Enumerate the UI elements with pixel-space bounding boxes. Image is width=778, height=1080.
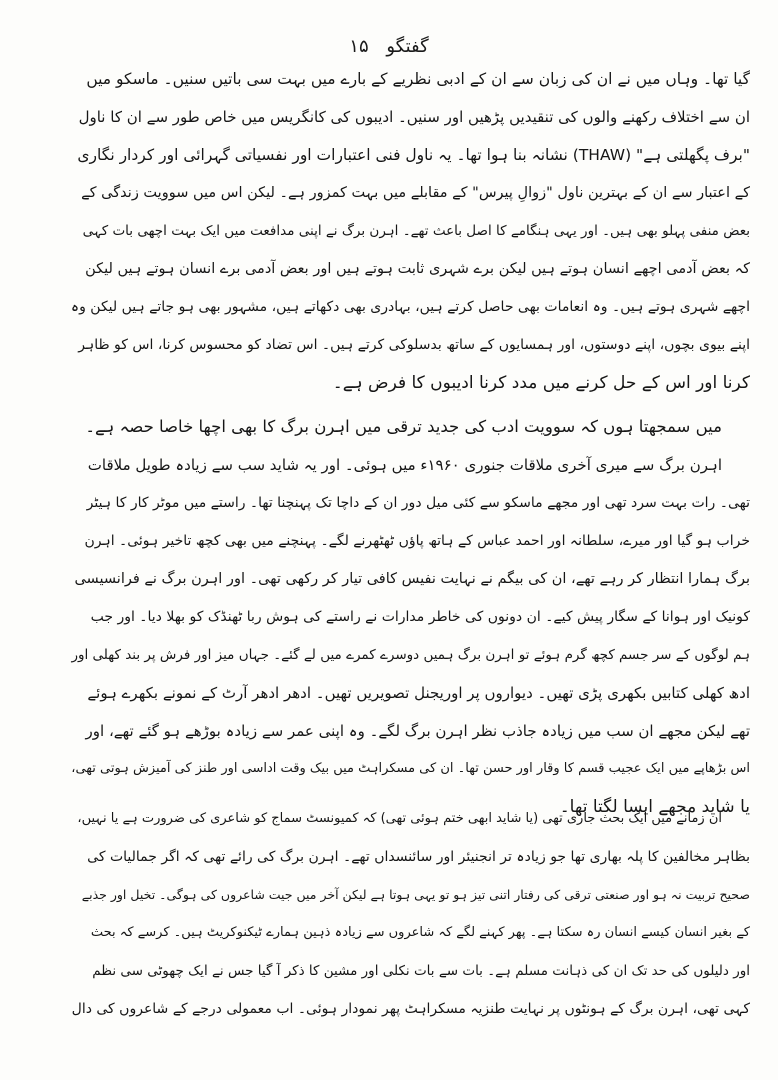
text-line: کے اعتبار سے ان کے بہترین ناول "زوالِ پیرس" کے مقابلے میں بہت کمزور ہے۔ لیکن اس میں سوویت زندگی کے	[81, 185, 750, 201]
text-line: کہ بعض آدمی اچھے انسان ہوتے ہیں لیکن برے شہری ثابت ہوتے ہیں اور بعض آدمی برے انسان ہوتے ہیں لیکن	[85, 261, 750, 277]
text-line: اچھے شہری ہوتے ہیں۔ وہ انعامات بھی حاصل کرتے ہیں، بہادری بھی دکھاتے ہیں، مشہور بھی ہو جاتے ہیں لیکن وہ	[70, 299, 750, 315]
page-header	[0, 36, 778, 57]
text-line: اہرن برگ سے میری آخری ملاقات جنوری ۱۹۶۰ء میں ہوئی۔ اور یہ شاید سب سے زیادہ طویل ملاقات	[87, 456, 722, 474]
page-number: ۱۵	[349, 36, 369, 57]
paragraph-3	[70, 800, 750, 1028]
text-line: ہم لوگوں کے سر جسم کچھ گرم ہوئے تو اہرن برگ ہمیں دوسرے کمرے میں لے گئے۔ جہاں میز اور فرش پر بند کھلی اور	[71, 647, 750, 663]
text-line: تھی۔ رات بہت سرد تھی اور مجھے ماسکو سے کئی میل دور ان کے داچا تک پہنچنا تھا۔ راستے میں موٹر کار کا ہیٹر	[86, 495, 750, 511]
text-line: ان سے اختلاف رکھنے والوں کی تنقیدیں پڑھیں اور سنیں۔ ادیبوں کی کانگریس میں خاص طور سے ان کا ناول	[78, 108, 750, 126]
text-line: "برف پگھلتی ہے" (THAW) نشانہ بنا ہوا تھا۔ یہ ناول فنی اعتبارات اور نفسیاتی گہرائی اور کردار نگاری	[77, 146, 750, 164]
text-line: کہی تھی، اہرن برگ کے ہونٹوں پر نہایت طنزیہ مسکراہٹ پھر نمودار ہوئی۔ اب معمولی درجے کے شاعروں کی دال	[71, 1001, 750, 1017]
text-line: برگ ہمارا انتظار کر رہے تھے، ان کی بیگم نے نہایت نفیس کافی تیار کر رکھی تھی۔ اور اہرن برگ نے فرانسیسی	[74, 571, 750, 587]
text-line: میں سمجھتا ہوں کہ سوویت ادب کی جدید ترقی میں اہرن برگ کا بھی اچھا خاصا حصہ ہے۔	[85, 417, 722, 436]
text-line: یا شاید مجھے ایسا لگتا تھا۔	[559, 797, 750, 817]
text-line: اور دلیلوں کی حد تک ان کی ذہانت مسلم ہے۔ بات سے بات نکلی اور مشین کا ذکر آ گیا جس نے ایک چھوٹی سی نظم	[92, 963, 750, 979]
text-line: خراب ہو گیا اور میرے، سلطانہ اور احمد عباس کے ہاتھ پاؤں ٹھٹھرنے لگے۔ پہنچنے میں بھی کچھ تاخیر ہوئی۔ اہرن	[84, 533, 750, 549]
text-line: بظاہر مخالفین کا پلہ بھاری تھا جو زیادہ تر انجنیئر اور سائنسداں تھے۔ اہرن برگ کی رائے تھی کہ اگر جمالیات کی	[87, 849, 750, 865]
text-line: گیا تھا۔ وہاں میں نے ان کی زبان سے ان کے ادبی نظریے کے بارے میں بہت سی باتیں سنیں۔ ماسکو میں	[86, 70, 750, 88]
text-line: ان زمانے میں ایک بحث جاری تھی (یا شاید ابھی ختم ہوئی تھی) کہ کمیونسٹ سماج کو شاعری کی ضرورت ہے یا نہیں،	[77, 811, 722, 826]
text-line: ادھ کھلی کتابیں بکھری پڑی تھیں۔ دیواروں پر اوریجنل تصویریں تھیں۔ ادھر ادھر آرٹ کے نمونے بکھرے ہوئے	[87, 684, 750, 702]
text-line: کرنا اور اس کے حل کرنے میں مدد کرنا ادیبوں کا فرض ہے۔	[332, 373, 750, 393]
text-line: اس بڑھاپے میں ایک عجیب قسم کا وقار اور حسن تھا۔ ان کی مسکراہٹ میں بیک وقت اداسی اور طنز کی آمیزش ہوتی تھی،	[71, 761, 750, 776]
header-title: گفتگو	[386, 36, 429, 57]
text-line: کے بغیر انسان کیسے انسان رہ سکتا ہے۔ پھر کہنے لگے کہ شاعروں سے زیادہ ذہین ہمارے ٹیکنوکریٹ ہیں۔ کرسے کہ بحث	[90, 925, 750, 940]
paragraph-1	[70, 60, 750, 402]
text-line: تھے لیکن مجھے ان سب میں زیادہ جاذب نظر اہرن برگ لگے۔ وہ اپنی عمر سے زیادہ بوڑھے ہو گئے تھے، اور	[85, 722, 750, 740]
text-line: کونیک اور ہوانا کے سگار پیش کیے۔ ان دونوں کی خاطر مدارات نے راستے کی ہوش ربا ٹھنڈک کو بھلا دیا۔ اور جب	[90, 609, 750, 625]
text-line: بعض منفی پہلو بھی ہیں۔ اور یہی ہنگامے کا اصل باعث تھے۔ اہرن برگ نے اپنی مدافعت میں ایک بہت اچھی بات کہی	[82, 223, 750, 239]
text-line: اپنے بیوی بچوں، اپنے دوستوں، اور ہمسایوں کے ساتھ بدسلوکی کرتے ہیں۔ اس تضاد کو محسوس کرنا، اس کو ظاہر	[78, 337, 750, 353]
text-line: صحیح تربیت نہ ہو اور صنعتی ترقی کی رفتار اتنی تیز ہو تو یہی ہوتا ہے لیکن آخر میں جیت شاعروں کی ہوگی۔ تخیل اور جذبے	[81, 887, 750, 902]
paragraph-2	[70, 408, 750, 826]
